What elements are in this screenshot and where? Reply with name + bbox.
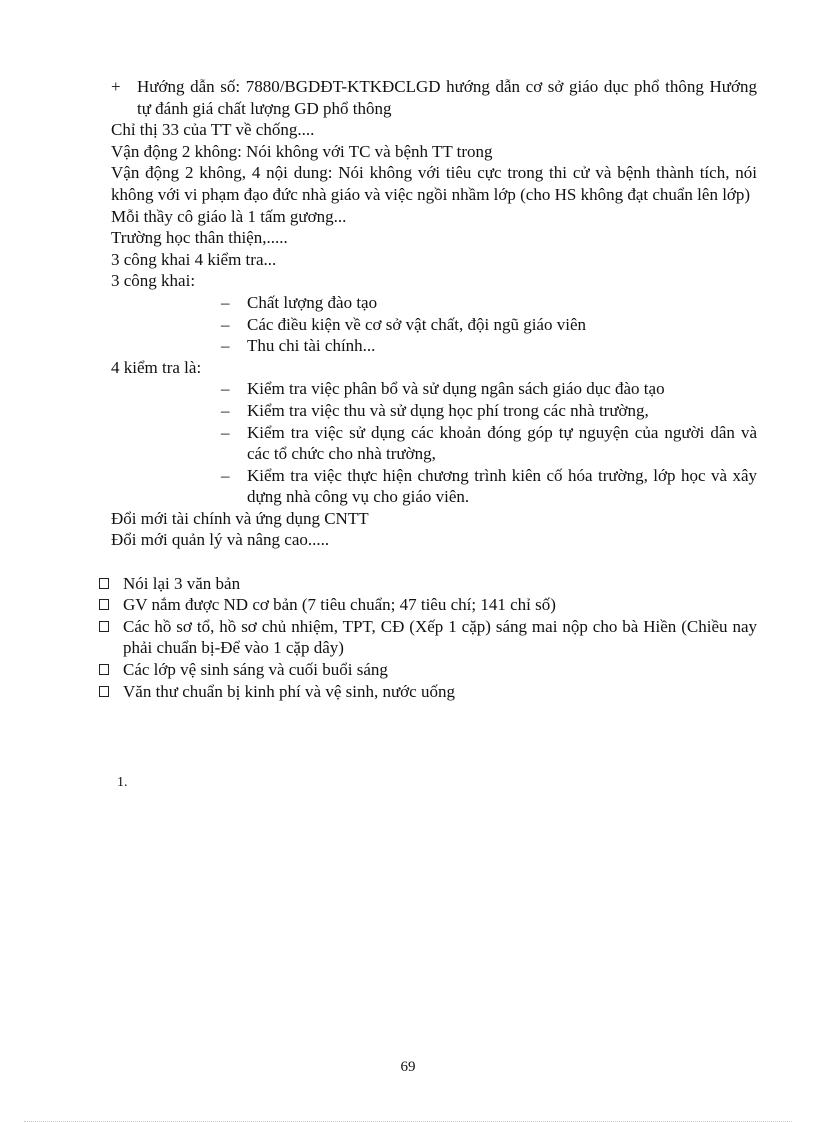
checkbox-icon xyxy=(99,573,123,595)
dash-marker: – xyxy=(221,314,230,334)
checkbox-icon xyxy=(99,594,123,616)
management-line: Đổi mới quản lý và nâng cao..... xyxy=(111,530,330,550)
list-item-text: Kiểm tra việc thực hiện chương trình kiên cố hóa trường, lớp học và xây dựng nhà công vụ cho giáo viên. xyxy=(247,465,757,507)
checklist-item xyxy=(99,616,757,659)
list-item xyxy=(111,400,757,422)
kiem-tra-heading: 4 kiểm tra là: xyxy=(111,357,202,377)
campaign-4-noi-dung-paragraph: Vận động 2 không, 4 nội dung: Nói không với tiêu cực trong thi cử và bệnh thành tích, nói không với vi phạm đạo đức nhà giáo và việc ngồi nhầm lớp (cho HS không đạt chuẩn lên lớp) xyxy=(111,163,757,204)
list-item-text: Các điều kiện về cơ sở vật chất, đội ngũ giáo viên xyxy=(247,314,586,334)
checklist-item-text: GV nắm được ND cơ bản (7 tiêu chuẩn; 47 tiêu chí; 141 chỉ số) xyxy=(123,595,556,615)
checklist-item xyxy=(99,659,757,681)
list-item-text: Thu chi tài chính... xyxy=(247,336,376,356)
list-item xyxy=(111,422,757,465)
list-item xyxy=(111,335,757,357)
checklist-item-text: Nói lại 3 văn bản xyxy=(123,573,241,593)
cong-khai-list xyxy=(111,292,757,357)
list-item-text: Kiểm tra việc sử dụng các khoản đóng góp tự nguyện của người dân và các tổ chức cho nhà trường, xyxy=(247,422,757,464)
checklist-item-text: Các lớp vệ sinh sáng và cuối buổi sáng xyxy=(123,660,388,680)
dash-marker: – xyxy=(221,422,230,442)
guide-reference xyxy=(111,76,757,119)
checklist xyxy=(99,573,757,703)
checklist-item xyxy=(99,573,757,595)
checkbox-icon xyxy=(99,681,123,703)
checklist-item-text: Văn thư chuẩn bị kinh phí và vệ sinh, nước uống xyxy=(123,681,455,701)
dash-marker: – xyxy=(221,465,230,485)
spacer xyxy=(111,551,757,573)
list-item xyxy=(111,378,757,400)
page-content xyxy=(111,76,757,702)
guide-text: Hướng dẫn số: 7880/BGDĐT-KTKĐCLGD hướng dẫn cơ sở giáo dục phổ thông Hướng tự đánh giá chất lượng GD phổ thông xyxy=(137,77,757,118)
dash-marker: – xyxy=(221,379,230,399)
cong-khai-heading: 3 công khai: xyxy=(111,271,196,291)
dash-marker: – xyxy=(221,292,230,312)
disclosure-inspection-line: 3 công khai 4 kiểm tra... xyxy=(111,249,277,269)
checklist-item xyxy=(99,594,757,616)
page-break-rule xyxy=(24,1121,792,1122)
list-item xyxy=(111,314,757,336)
dash-marker: – xyxy=(221,400,230,420)
campaign-2-khong-line: Vận động 2 không: Nói không với TC và bệnh TT trong xyxy=(111,141,493,161)
checklist-item-text: Các hồ sơ tổ, hồ sơ chủ nhiệm, TPT, CĐ (Xếp 1 cặp) sáng mai nộp cho bà Hiền (Chiều nay phải chuẩn bị-Để vào 1 cặp dây) xyxy=(123,616,757,658)
checkbox-icon xyxy=(99,616,123,659)
list-item-text: Kiểm tra việc thu và sử dụng học phí trong các nhà trường, xyxy=(247,400,649,420)
page-number: 69 xyxy=(400,1059,416,1075)
list-item-text: Kiểm tra việc phân bổ và sử dụng ngân sách giáo dục đào tạo xyxy=(247,379,665,399)
checkbox-icon xyxy=(99,659,123,681)
list-item-text: Chất lượng đào tạo xyxy=(247,292,378,312)
checklist-item xyxy=(99,681,757,703)
list-item xyxy=(111,292,757,314)
teacher-role-model-line: Mỗi thầy cô giáo là 1 tấm gương... xyxy=(111,206,347,226)
friendly-school-line: Trường học thân thiện,..... xyxy=(111,228,288,248)
directive-33-line: Chỉ thị 33 của TT về chống.... xyxy=(111,120,315,140)
numbered-item: 1. xyxy=(117,775,128,790)
dash-marker: – xyxy=(221,336,230,356)
kiem-tra-list xyxy=(111,378,757,508)
plus-marker: + xyxy=(111,77,121,96)
finance-it-line: Đổi mới tài chính và ứng dụng CNTT xyxy=(111,508,369,528)
list-item xyxy=(111,465,757,508)
